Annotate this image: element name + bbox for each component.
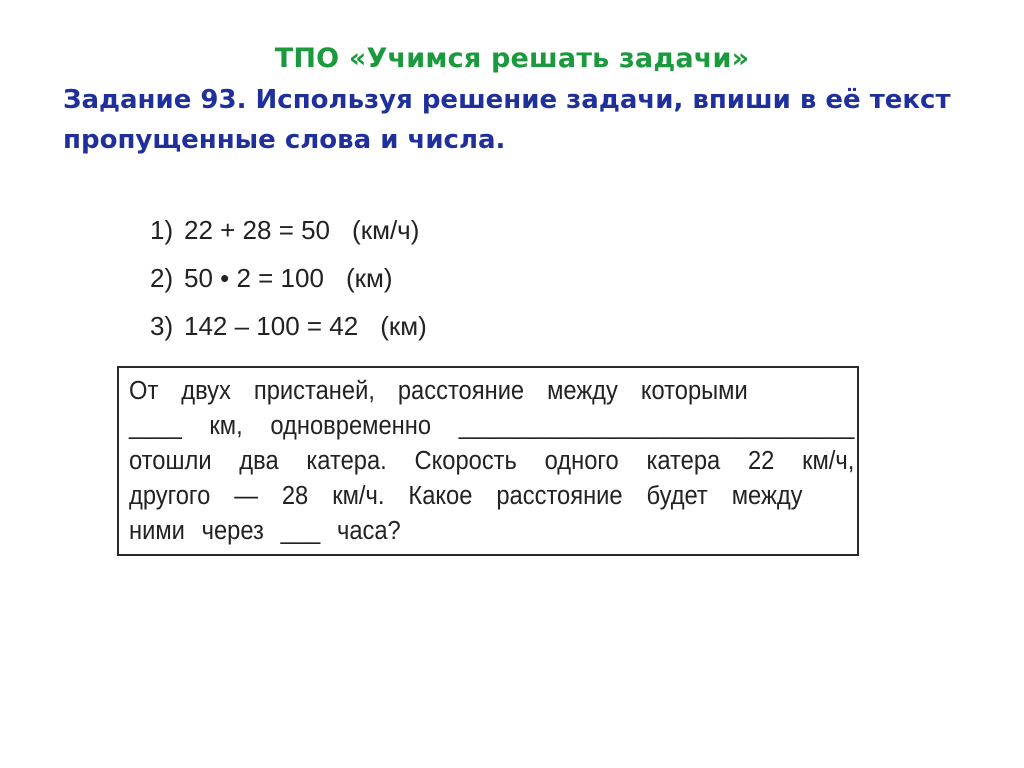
word: катера (646, 447, 721, 475)
problem-line-3 (129, 444, 854, 479)
word: км/ч, (802, 447, 855, 475)
solution-steps (150, 206, 550, 350)
solution-step-2 (150, 254, 550, 302)
problem-text-box (117, 366, 859, 556)
word: — (234, 482, 258, 510)
problem-line-2 (129, 409, 854, 444)
word: двух (181, 377, 231, 405)
word: катера. (306, 447, 387, 475)
task-heading-line-2: пропущенные слова и числа. (63, 125, 506, 155)
step-unit: (км) (380, 311, 427, 341)
step-expression: 142 – 100 = 42 (184, 311, 359, 341)
problem-line-4 (129, 479, 854, 514)
step-unit: (км/ч) (352, 215, 420, 245)
step-expression: 22 + 28 = 50 (184, 215, 331, 245)
blank-distance: ____ (129, 412, 182, 440)
blank-direction: ______________________________ (458, 412, 855, 440)
task-heading-line-1: Задание 93. Используя решение задачи, впиши в её текст (63, 85, 951, 115)
word: два (239, 447, 279, 475)
word: которыми (640, 377, 748, 405)
task-heading (63, 80, 963, 160)
step-expression: 50 • 2 = 100 (184, 263, 324, 293)
step-number: 1) (150, 215, 174, 245)
word: Какое (408, 482, 473, 510)
word: отошли (129, 447, 212, 475)
word: между (731, 482, 803, 510)
step-number: 2) (150, 263, 174, 293)
word: расстояние (496, 482, 623, 510)
word: одного (544, 447, 619, 475)
word: 28 (281, 482, 309, 510)
word: между (547, 377, 618, 405)
step-number: 3) (150, 311, 174, 341)
word: через (201, 517, 264, 545)
blank-time: ___ (280, 517, 321, 545)
solution-step-3 (150, 302, 550, 350)
word: одновременно (270, 412, 432, 440)
word: часа? (336, 517, 401, 545)
word: Скорость (414, 447, 517, 475)
word: расстояние (397, 377, 525, 405)
word: будет (646, 482, 708, 510)
step-unit: (км) (345, 263, 393, 293)
solution-step-1 (150, 206, 550, 254)
slide-title: ТПО «Учимся решать задачи» (274, 43, 750, 74)
problem-line-1 (129, 374, 854, 409)
word: км, (209, 412, 243, 440)
problem-line-5 (129, 514, 854, 549)
word: ними (129, 517, 185, 545)
word: пристаней, (253, 377, 375, 405)
word: 22 (747, 447, 775, 475)
word: От (129, 377, 159, 405)
word: км/ч. (332, 482, 385, 510)
word: другого (129, 482, 211, 510)
